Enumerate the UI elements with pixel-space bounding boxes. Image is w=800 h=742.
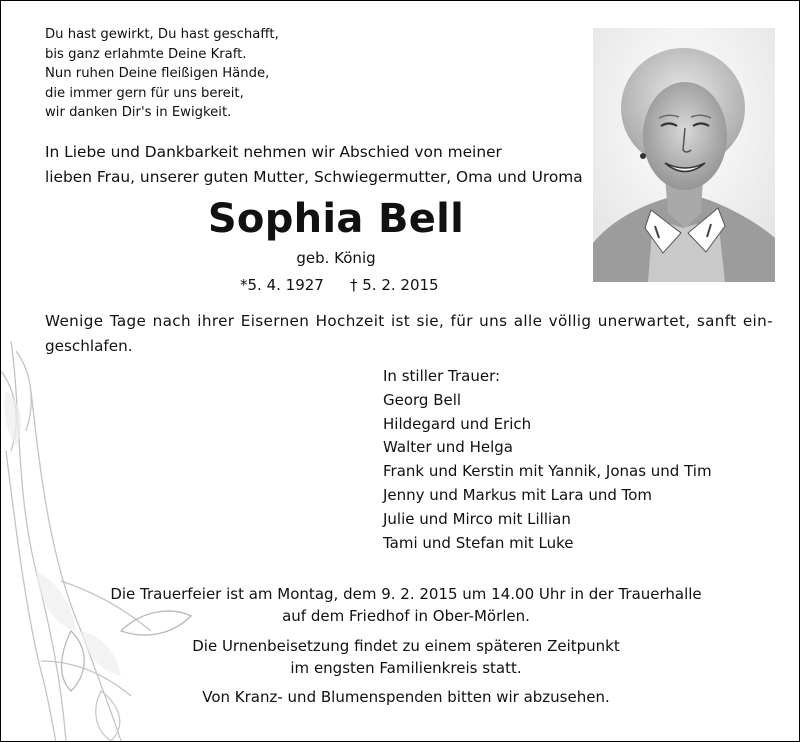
intro-line: lieben Frau, unserer guten Mutter, Schwiegermutter, Oma und Uroma — [45, 168, 583, 186]
mourners-list — [383, 365, 712, 555]
poem-line: bis ganz erlahmte Deine Kraft. — [45, 46, 247, 62]
birth-date: *5. 4. 1927 — [240, 276, 324, 294]
message-line: Wenige Tage nach ihrer Eisernen Hochzeit ist sie, für uns alle völlig unerwartet, sanft ein- — [45, 312, 773, 330]
intro-text — [45, 140, 583, 190]
funeral-info-line: auf dem Friedhof in Ober-Mörlen. — [282, 607, 530, 625]
mourner-name: Georg Bell — [383, 390, 462, 409]
mourner-name: Julie und Mirco mit Lillian — [383, 509, 571, 528]
poem-line: Du hast gewirkt, Du hast geschafft, — [45, 27, 279, 42]
poem-line: die immer gern für uns bereit, — [45, 85, 244, 101]
mourner-name: Walter und Helga — [383, 438, 513, 457]
urn-info-line: Die Urnenbeisetzung findet zu einem späteren Zeitpunkt — [192, 637, 620, 655]
mourner-name: Tami und Stefan mit Luke — [383, 533, 574, 552]
lily-flowers-illustration — [1, 331, 231, 742]
deceased-name: Sophia Bell — [207, 196, 465, 242]
mourner-name: Frank und Kerstin mit Yannik, Jonas und Tim — [383, 462, 712, 481]
urn-info-line: im engsten Familienkreis statt. — [290, 659, 522, 677]
intro-line: In Liebe und Dankbarkeit nehmen wir Abschied von meiner — [45, 143, 502, 161]
message-text — [45, 309, 773, 359]
mourner-name: Hildegard und Erich — [383, 414, 532, 433]
poem-line: Nun ruhen Deine fleißigen Hände, — [45, 66, 270, 82]
maiden-name: geb. König — [296, 249, 376, 267]
poem — [45, 25, 279, 123]
mourner-name: Jenny und Markus mit Lara und Tom — [383, 485, 653, 504]
funeral-info-line: Die Trauerfeier ist am Montag, dem 9. 2. 2015 um 14.00 Uhr in der Trauerhalle — [110, 585, 702, 603]
death-date: † 5. 2. 2015 — [350, 276, 439, 294]
mourners-heading: In stiller Trauer: — [383, 367, 501, 385]
portrait-photo — [593, 28, 775, 282]
message-line: geschlafen. — [45, 337, 133, 355]
poem-line: wir danken Dir's in Ewigkeit. — [45, 105, 232, 121]
closing-note: Von Kranz- und Blumenspenden bitten wir abzusehen. — [202, 688, 610, 706]
